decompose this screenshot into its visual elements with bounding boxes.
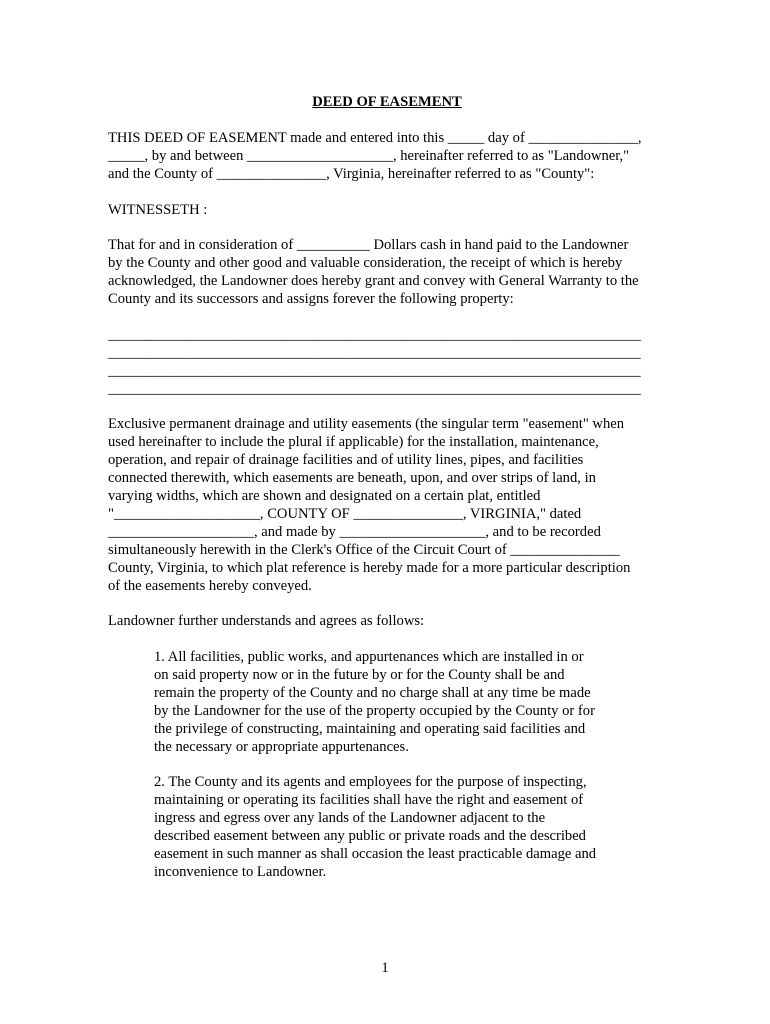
item-line: remain the property of the County and no charge shall at any time be made: [154, 684, 591, 701]
easement-line: used hereinafter to include the plural if applicable) for the installation, maintenance,: [108, 434, 599, 451]
easement-line: County, Virginia, to which plat reference is hereby made for a more particular description: [108, 559, 631, 576]
intro-line: THIS DEED OF EASEMENT made and entered into this _____ day of _______________,: [108, 129, 642, 146]
document-body: [108, 94, 668, 900]
easement-line: operation, and repair of drainage facilities and of utility lines, pipes, and facilities: [108, 452, 584, 469]
item-line: the necessary or appropriate appurtenances.: [154, 738, 409, 755]
property-blank-line: _________________________________________________________________________: [108, 326, 641, 343]
consideration-paragraph: [108, 237, 668, 309]
agreement-item-1: [108, 649, 624, 756]
intro-line: and the County of _______________, Virginia, hereinafter referred to as "County":: [108, 165, 595, 182]
witnesseth-heading: WITNESSETH :: [108, 201, 208, 218]
easement-line: connected therewith, which easements are beneath, upon, and over strips of land, in: [108, 470, 596, 487]
item-line: inconvenience to Landowner.: [154, 863, 327, 880]
item-line: 1. All facilities, public works, and appurtenances which are installed in or: [154, 649, 584, 666]
consideration-line: County and its successors and assigns forever the following property:: [108, 291, 514, 308]
agreement-item-2: [108, 774, 624, 881]
item-line: maintaining or operating its facilities shall have the right and easement of: [154, 792, 584, 809]
agreement-intro: Landowner further understands and agrees as follows:: [108, 613, 425, 630]
easement-line: varying widths, which are shown and designated on a certain plat, entitled: [108, 487, 541, 504]
property-blank-line: _________________________________________________________________________: [108, 344, 641, 361]
intro-line: _____, by and between ____________________, hereinafter referred to as "Landowner,": [108, 147, 630, 164]
easement-line: ____________________, and made by ____________________, and to be recorded: [108, 523, 601, 540]
easement-description-paragraph: [108, 416, 668, 595]
easement-line: simultaneously herewith in the Clerk's Office of the Circuit Court of _______________: [108, 541, 620, 558]
easement-line: Exclusive permanent drainage and utility easements (the singular term "easement" when: [108, 416, 625, 433]
easement-line: "____________________, COUNTY OF _______________, VIRGINIA," dated: [108, 505, 582, 522]
easement-line: of the easements hereby conveyed.: [108, 577, 312, 594]
item-line: the privilege of constructing, maintaining and operating said facilities and: [154, 720, 586, 737]
page-number: 1: [381, 960, 389, 976]
property-blank-line: _________________________________________________________________________: [108, 380, 641, 397]
consideration-line: That for and in consideration of __________ Dollars cash in hand paid to the Landowner: [108, 237, 629, 254]
item-line: easement in such manner as shall occasion the least practicable damage and: [154, 846, 597, 863]
document-title: DEED OF EASEMENT: [312, 94, 462, 110]
item-line: ingress and egress over any lands of the Landowner adjacent to the: [154, 810, 546, 827]
consideration-line: acknowledged, the Landowner does hereby grant and convey with General Warranty to the: [108, 273, 639, 290]
item-line: described easement between any public or private roads and the described: [154, 828, 586, 845]
property-blank-line: _________________________________________________________________________: [108, 362, 641, 379]
consideration-line: by the County and other good and valuable consideration, the receipt of which is hereby: [108, 255, 623, 272]
item-line: on said property now or in the future by or for the County shall be and: [154, 667, 565, 683]
item-line: 2. The County and its agents and employees for the purpose of inspecting,: [154, 774, 587, 791]
intro-paragraph: [108, 130, 668, 184]
property-description-lines: [108, 327, 668, 399]
item-line: by the Landowner for the use of the property occupied by the County or for: [154, 702, 595, 719]
